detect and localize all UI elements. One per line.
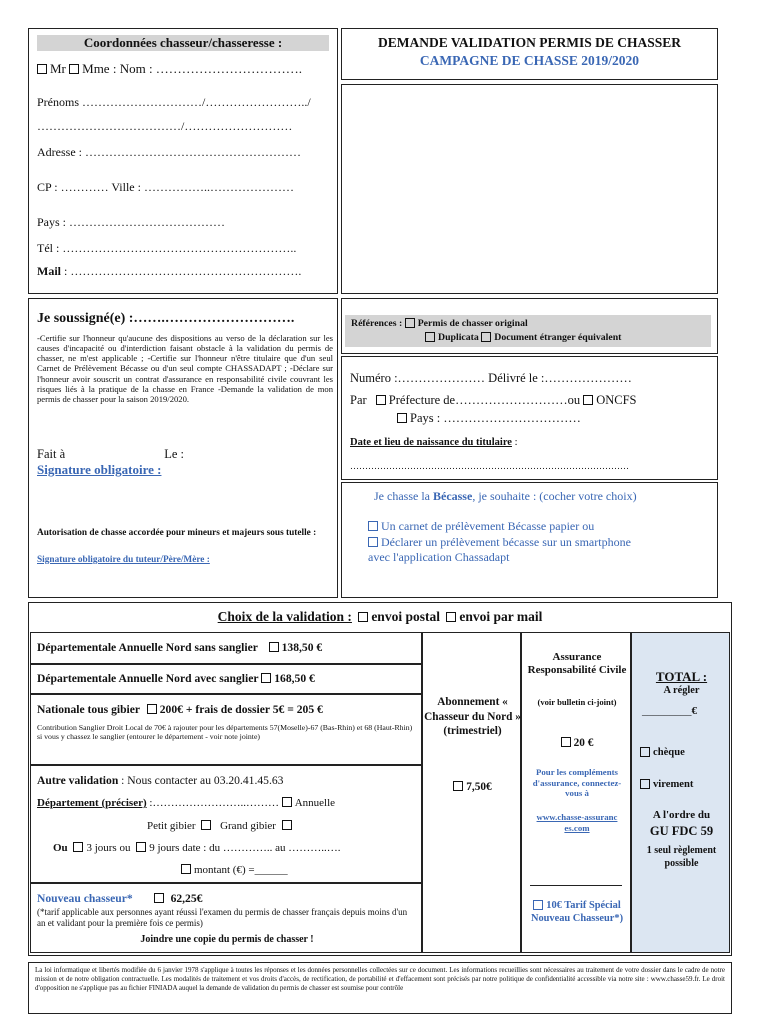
assurance-pour: Pour les compléments d'assurance, connectez-vous à	[532, 767, 622, 799]
nationale-checkbox[interactable]	[147, 704, 157, 714]
autre-validation: Autre validation : Nous contacter au 03.20.41.45.63	[37, 774, 284, 787]
adresse-field[interactable]: Adresse : ………………………………………………	[37, 145, 301, 159]
petit-gibier-checkbox[interactable]	[201, 820, 211, 830]
assurance-checkbox[interactable]	[561, 737, 571, 747]
nouveau-note: (*tarif applicable aux personnes ayant réussi l'examen du permis de chasser français depuis moins d'un an et validant pour la première fois ce permis)	[37, 907, 408, 928]
annuelle-checkbox[interactable]	[282, 797, 292, 807]
prenoms-field[interactable]: Prénoms …………………………/……………………../	[37, 95, 311, 109]
naissance-field[interactable]: …………………………………………………………………………………	[350, 461, 629, 471]
duplicata-checkbox[interactable]	[425, 332, 435, 342]
assurance-title: Assurance Responsabilité Civile	[527, 651, 627, 677]
cp-ville-field[interactable]: CP : ………… Ville : ……………..…………………	[37, 180, 294, 194]
abonnement-column: Abonnement « Chasseur du Nord » (trimestriel) 7,50€	[422, 632, 521, 953]
references-box	[341, 298, 718, 354]
avec-sanglier-checkbox[interactable]	[261, 673, 271, 683]
numero-box	[341, 356, 718, 480]
original-checkbox[interactable]	[405, 318, 415, 328]
joindre-copie: Joindre une copie du permis de chasser !	[140, 934, 314, 945]
validation-row-avec-sanglier: Départementale Annuelle Nord avec sanglier 168,50 €	[30, 664, 422, 694]
tel-field[interactable]: Tél : …………………………………………………..	[37, 241, 297, 255]
abonnement-checkbox[interactable]	[453, 781, 463, 791]
photo-box	[341, 84, 718, 294]
montant-line: montant (€) =______	[181, 864, 288, 876]
naissance-label: Date et lieu de naissance du titulaire :	[350, 437, 518, 448]
total-gu: GU FDC 59	[649, 824, 714, 838]
par-line: Par Préfecture de………………………ou ONCFS	[350, 393, 637, 407]
soussigne-section	[28, 298, 338, 598]
declaration-text: -Certifie sur l'honneur qu'aucune des dispositions au verso de la déclaration sur les causes d'incapacité ou d'interdiction faisant obstacle à la validation du permis de chasser, ne m'est applicable ; -Certifie sur l'honneur n'être titulaire que d'un seul Carnet de Prélèvement Bécasse ou d'un seul compte CHASSADAPT ; -Déclare sur l'honneur avoir souscrit un contrat d'assurance en responsabilité civile couvrant les risques liés à la pratique de la chasse en France -Demande la validation de mon permis de chasser pour la saison 2019/2020.	[37, 333, 333, 404]
virement-checkbox[interactable]	[640, 779, 650, 789]
pays-line: Pays : ……………………………	[397, 411, 581, 426]
jours3-checkbox[interactable]	[73, 842, 83, 852]
grand-gibier-checkbox[interactable]	[282, 820, 292, 830]
departement-line: Département (préciser) :……………………..……… Annuelle	[37, 797, 336, 809]
becasse-box	[341, 482, 718, 598]
validation-row-sans-sanglier: Départementale Annuelle Nord sans sanglier 138,50 €	[30, 632, 422, 664]
mr-checkbox[interactable]	[37, 64, 47, 74]
footer-legal: La loi informatique et libertés modifiée du 6 janvier 1978 s'applique à toutes les réponses et les données personnelles collectées sur ce document. Les informations recueillies sont nécessaires au traitement de votre dossier dans le cadre de notre mission et de notre obligation contractuelle. Les modalités de traitement et vos droits d'accès, de rectification, de portabilité et d'effacement sont précisés par notre politique de confidentialité accessible via notre site : www.chasse59.fr. Le droit d'opposition ne s'applique pas au fichier FINIADA auquel la demande de validation du permis de chasser est soumise pour contrôle	[28, 962, 732, 1014]
total-regler: A régler	[663, 685, 700, 696]
becasse-option-app-2: avec l'application Chassadapt	[368, 550, 510, 564]
coordonnees-header: Coordonnées chasseur/chasseresse :	[37, 35, 329, 51]
jours9-checkbox[interactable]	[136, 842, 146, 852]
becasse-app-checkbox[interactable]	[368, 537, 378, 547]
references-band: Références : Permis de chasser original Duplicata Document étranger équivalent	[345, 315, 711, 347]
total-amount-field[interactable]: _________€	[642, 705, 697, 717]
prenoms-field-2[interactable]: ………………………………/………………………	[37, 119, 293, 133]
etranger-checkbox[interactable]	[481, 332, 491, 342]
soussigne-heading: Je soussigné(e) :…….……………………….	[37, 311, 295, 326]
assurance-column: Assurance Responsabilité Civile (voir bulletin ci-joint) 20 € Pour les compléments d'assurance, connectez-vous à www.chasse-assurances.com 10€ Tarif Spécial Nouveau Chasseur*)	[521, 632, 631, 953]
fait-a-field[interactable]: Fait à Le :	[37, 447, 185, 461]
numero-field[interactable]: Numéro :………………… Délivré le :…………………	[350, 371, 632, 385]
total-seul: 1 seul règlement possible	[646, 845, 717, 869]
sans-sanglier-checkbox[interactable]	[269, 642, 279, 652]
jours-line: Ou 3 jours ou 9 jours date : du ………….. au ………..….	[53, 842, 341, 854]
cheque-checkbox[interactable]	[640, 747, 650, 757]
assurance-site-link[interactable]: www.chasse-assurances.com	[536, 812, 618, 833]
nouveau-chasseur-checkbox[interactable]	[154, 893, 164, 903]
total-ordre: A l'ordre du	[652, 809, 711, 821]
gibier-line: Petit gibier Grand gibier	[147, 820, 295, 832]
becasse-option-paper: Un carnet de prélèvement Bécasse papier ou	[368, 519, 594, 534]
abonnement-title: Abonnement « Chasseur du Nord » (trimestriel)	[424, 696, 521, 738]
signature-tuteur-label: Signature obligatoire du tuteur/Père/Mère :	[37, 555, 210, 565]
envoi-postal-checkbox[interactable]	[358, 612, 368, 622]
mme-checkbox[interactable]	[69, 64, 79, 74]
signature-label: Signature obligatoire :	[37, 462, 162, 477]
prefecture-checkbox[interactable]	[376, 395, 386, 405]
becasse-option-app: Déclarer un prélèvement bécasse sur un smartphone	[368, 535, 631, 550]
autorisation-text: Autorisation de chasse accordée pour mineurs et majeurs sous tutelle :	[37, 528, 317, 538]
mail-field[interactable]: Mail : ………………………………………………….	[37, 264, 302, 278]
tarif-nouveau: 10€ Tarif Spécial Nouveau Chasseur*)	[530, 900, 624, 924]
validation-row-autre	[30, 765, 422, 883]
tarif-nouveau-checkbox[interactable]	[533, 900, 543, 910]
total-title: TOTAL :	[655, 669, 708, 684]
coordonnees-section	[28, 28, 338, 294]
pays-field[interactable]: Pays : …………………………………	[37, 215, 226, 229]
assurance-note: (voir bulletin ci-joint)	[537, 697, 617, 707]
oncfs-checkbox[interactable]	[583, 395, 593, 405]
montant-checkbox[interactable]	[181, 864, 191, 874]
pays-checkbox[interactable]	[397, 413, 407, 423]
validation-header: Choix de la validation : envoi postal envoi par mail	[217, 609, 543, 624]
assurance-divider	[530, 885, 622, 886]
becasse-intro: Je chasse la Bécasse, je souhaite : (cocher votre choix)	[374, 489, 637, 503]
page-title: DEMANDE VALIDATION PERMIS DE CHASSER	[377, 35, 682, 50]
sanglier-note: Contribution Sanglier Droit Local de 70€ à rajouter pour les départements 57(Moselle)-67 (Bas-Rhin) et 68 (Haut-Rhin) si vous y chassez le sanglier (entourer le département - voir note jointe)	[37, 723, 413, 742]
becasse-paper-checkbox[interactable]	[368, 521, 378, 531]
envoi-mail-checkbox[interactable]	[446, 612, 456, 622]
title-box	[341, 28, 718, 80]
total-column: TOTAL : A régler _________€ chèque virement A l'ordre du GU FDC 59 1 seul règlement possible	[631, 632, 730, 953]
references-label: Références :	[351, 318, 403, 329]
validation-row-nationale: Nationale tous gibier 200€ + frais de dossier 5€ = 205 € Contribution Sanglier Droit Local de 70€ à rajouter pour les départements 57(Moselle)-67 (Bas-Rhin) et 68 (Haut-Rhin) si vous y chassez le sanglier (entourer le département - voir note jointe)	[30, 694, 422, 765]
campaign-title: CAMPAGNE DE CHASSE 2019/2020	[419, 53, 640, 68]
validation-row-nouveau: Nouveau chasseur* 62,25€ (*tarif applicable aux personnes ayant réussi l'examen du permis de chasser français depuis moins d'un an et validant pour la première fois ce permis) Joindre une copie du permis de chasser !	[30, 883, 422, 953]
civility-line: Mr Mme : Nom : …………………………….	[37, 61, 302, 77]
